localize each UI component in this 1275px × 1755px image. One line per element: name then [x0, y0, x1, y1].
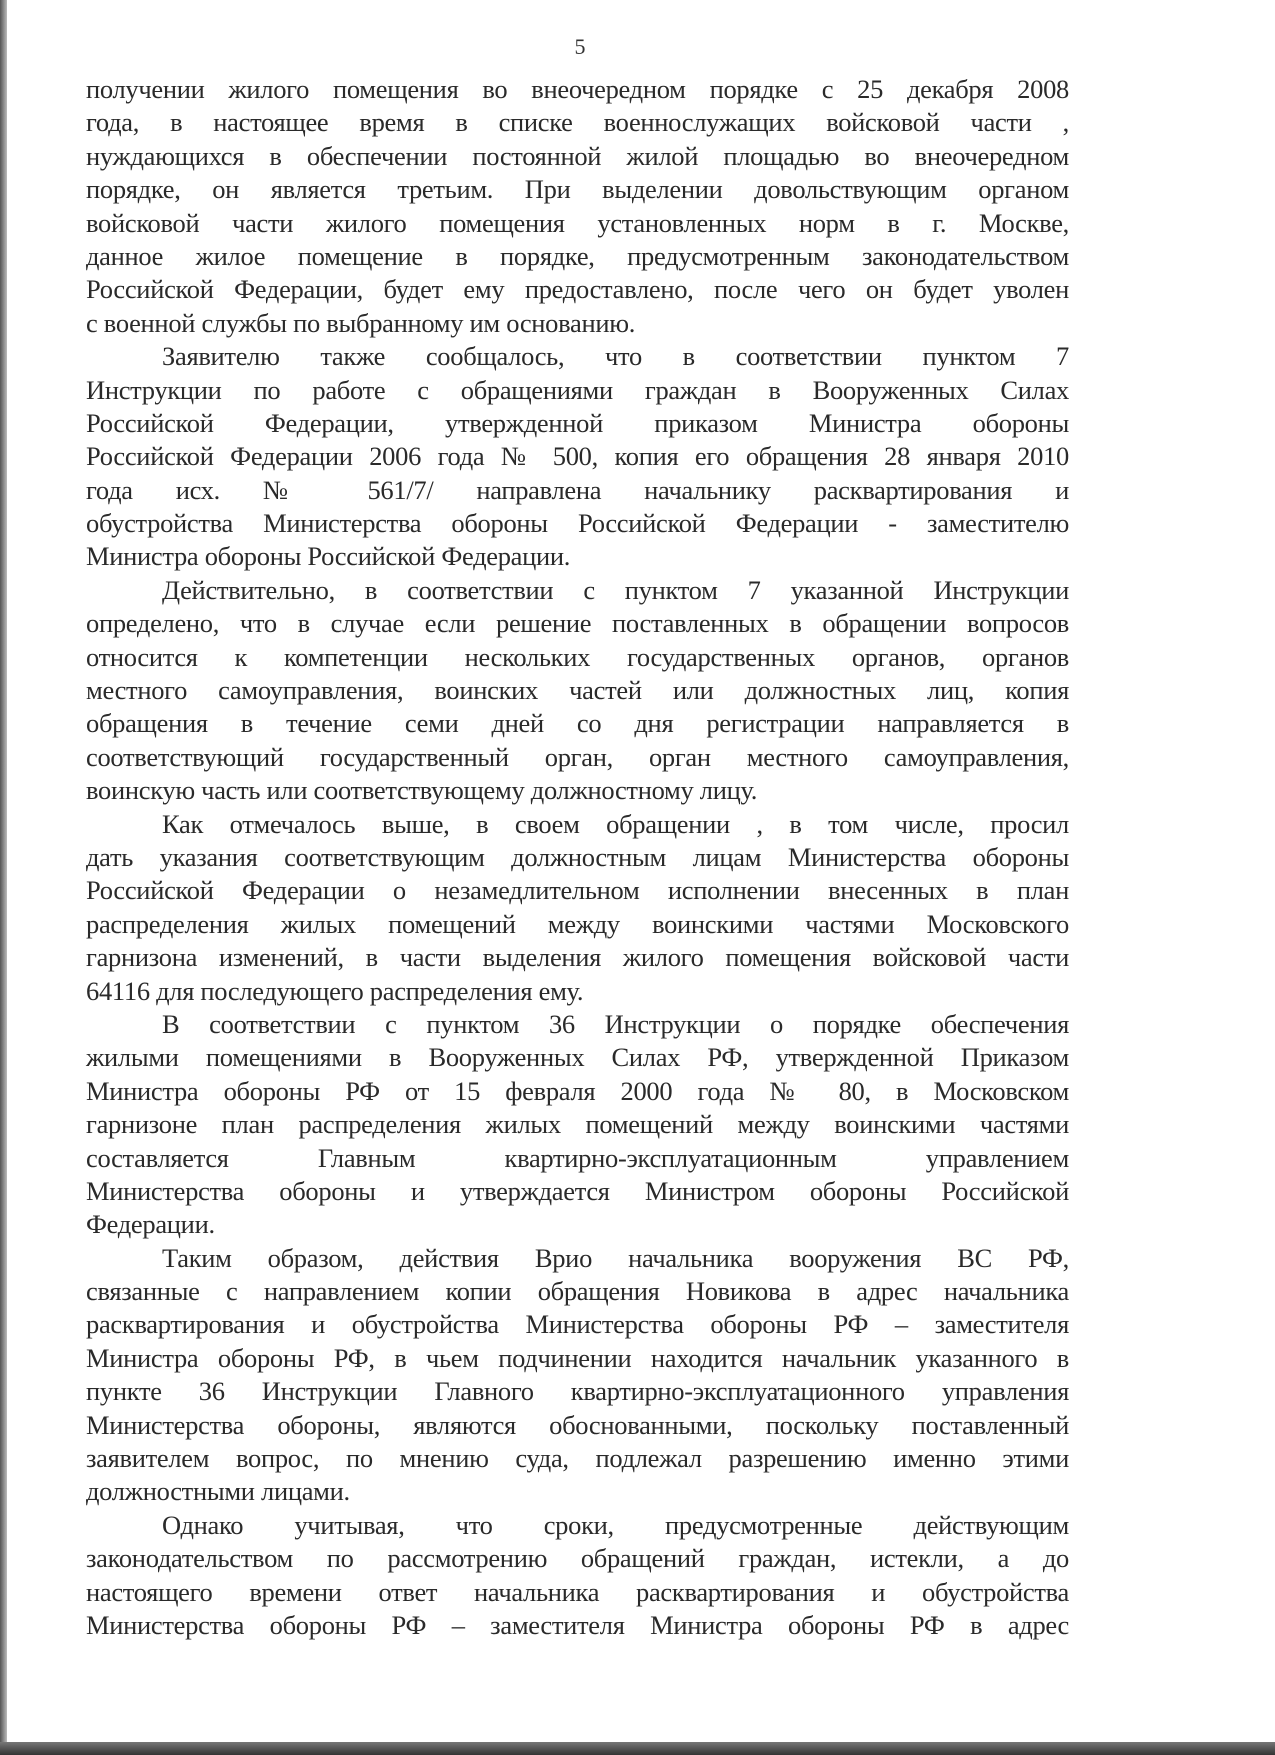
text-line: года исх. № 561/7/ направлена начальнику расквартирования и [86, 474, 1069, 505]
text-line: воинскую часть или соответствующему должностному лицу. [86, 775, 758, 806]
text-line: дать указания соответствующим должностным лицам Министерства обороны [86, 841, 1069, 872]
text-line: с военной службы по выбранному им основанию. [86, 307, 636, 338]
text-line: получении жилого помещения во внеочередном порядке с 25 декабря 2008 [86, 74, 1069, 104]
scan-bottom-edge [0, 1742, 1275, 1755]
paragraph [86, 340, 1069, 574]
paragraph [86, 574, 1069, 808]
paragraph [86, 73, 1069, 340]
text-line: обращения в течение семи дней со дня регистрации направляется в [86, 708, 1069, 739]
document-body [86, 73, 1069, 1642]
text-line: Министерства обороны и утверждается Министром обороны Российской [86, 1175, 1069, 1206]
text-line: Министерства обороны, являются обоснованными, поскольку поставленный [86, 1409, 1069, 1440]
text-line: Инструкции по работе с обращениями граждан в Вооруженных Силах [86, 374, 1069, 405]
text-line: законодательством по рассмотрению обращений граждан, истекли, а до [86, 1543, 1069, 1574]
paragraph [86, 1008, 1069, 1242]
text-line: порядке, он является третьим. При выделении довольствующим органом [86, 174, 1069, 205]
text-line: Таким образом, действия Врио начальника вооружения ВС РФ, [162, 1242, 1069, 1273]
text-line: Заявителю также сообщалось, что в соответствии пунктом 7 [162, 341, 1069, 372]
text-line: настоящего времени ответ начальника расквартирования и обустройства [86, 1576, 1069, 1607]
text-line: должностными лицами. [86, 1476, 350, 1507]
text-line: войсковой части жилого помещения установленных норм в г. Москве, [86, 207, 1069, 238]
text-line: относится к компетенции нескольких государственных органов, органов [86, 641, 1069, 672]
paragraph [86, 1509, 1069, 1643]
text-line: жилыми помещениями в Вооруженных Силах РФ, утвержденной Приказом [86, 1042, 1069, 1073]
text-line: местного самоуправления, воинских частей или должностных лиц, копия [86, 675, 1069, 706]
text-line: обустройства Министерства обороны Российской Федерации - заместителю [86, 508, 1069, 539]
text-line: Действительно, в соответствии с пунктом 7 указанной Инструкции [162, 574, 1069, 605]
text-line: составляется Главным квартирно-эксплуатационным управлением [86, 1142, 1069, 1173]
text-line: распределения жилых помещений между воинскими частями Московского [86, 908, 1069, 939]
text-line: соответствующий государственный орган, орган местного самоуправления, [86, 741, 1069, 772]
text-line: Министерства обороны РФ – заместителя Министра обороны РФ в адрес [86, 1609, 1069, 1640]
text-line: В соответствии с пунктом 36 Инструкции о порядке обеспечения [162, 1008, 1069, 1039]
text-line: 64116 для последующего распределения ему. [86, 975, 584, 1006]
text-line: Российской Федерации, утвержденной приказом Министра обороны [86, 407, 1069, 438]
text-line: связанные с направлением копии обращения Новикова в адрес начальника [86, 1276, 1069, 1307]
text-line: заявителем вопрос, по мнению суда, подлежал разрешению именно этими [86, 1443, 1069, 1474]
text-line: Как отмечалось выше, в своем обращении , в том числе, просил [162, 808, 1069, 839]
text-line: Министра обороны РФ, в чьем подчинении находится начальник указанного в [86, 1342, 1069, 1373]
text-line: Российской Федерации 2006 года № 500, копия его обращения 28 января 2010 [86, 441, 1069, 472]
page-number: 5 [574, 34, 586, 59]
text-line: Российской Федерации о незамедлительном исполнении внесенных в план [86, 875, 1069, 906]
scan-left-edge [0, 0, 7, 1755]
paragraph [86, 808, 1069, 1008]
text-line: пункте 36 Инструкции Главного квартирно-эксплуатационного управления [86, 1376, 1069, 1407]
text-line: гарнизоне план распределения жилых помещений между воинскими частями [86, 1109, 1069, 1140]
text-line: расквартирования и обустройства Министерства обороны РФ – заместителя [86, 1309, 1069, 1340]
paragraph [86, 1242, 1069, 1509]
text-line: Министра обороны Российской Федерации. [86, 541, 571, 572]
text-line: Федерации. [86, 1209, 215, 1240]
text-line: гарнизона изменений, в части выделения жилого помещения войсковой части [86, 942, 1069, 973]
text-line: Однако учитывая, что сроки, предусмотренные действующим [162, 1509, 1069, 1540]
text-line: определено, что в случае если решение поставленных в обращении вопросов [86, 608, 1069, 639]
text-line: года, в настоящее время в списке военнослужащих войсковой части , [86, 107, 1069, 138]
text-line: данное жилое помещение в порядке, предусмотренным законодательством [86, 240, 1069, 271]
text-line: Министра обороны РФ от 15 февраля 2000 года № 80, в Московском [86, 1075, 1069, 1106]
text-line: Российской Федерации, будет ему предоставлено, после чего он будет уволен [86, 274, 1069, 305]
text-line: нуждающихся в обеспечении постоянной жилой площадью во внеочередном [86, 140, 1069, 171]
